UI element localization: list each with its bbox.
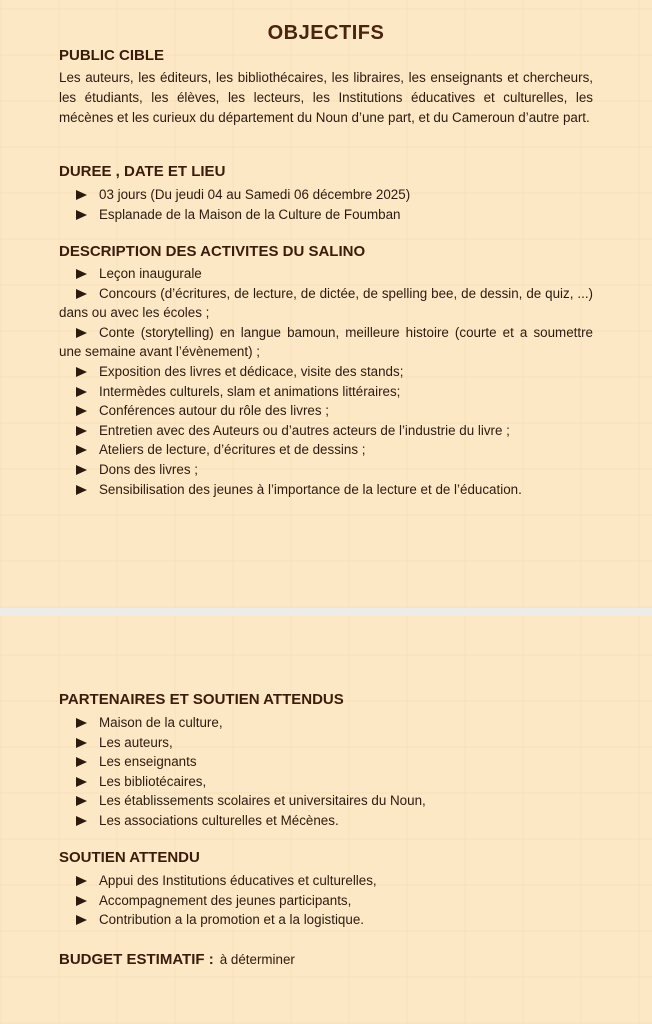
list-item	[59, 323, 593, 362]
soutien-list	[59, 871, 593, 930]
list-item	[59, 421, 593, 441]
list-item	[59, 772, 593, 792]
list-item-text: Les associations culturelles et Mécènes.	[99, 812, 339, 828]
arrow-bullet-icon	[76, 445, 87, 455]
heading-soutien: SOUTIEN ATTENDU	[59, 849, 200, 866]
list-item	[59, 733, 593, 753]
arrow-bullet-icon	[76, 367, 87, 377]
list-item-text: Exposition des livres et dédicace, visite des stands;	[99, 363, 404, 379]
arrow-bullet-icon	[76, 328, 87, 338]
list-item	[59, 185, 593, 205]
list-item	[59, 871, 593, 891]
arrow-bullet-icon	[76, 190, 87, 200]
list-item	[59, 910, 593, 930]
list-item	[59, 460, 593, 480]
budget-line	[59, 951, 295, 968]
list-item	[59, 264, 593, 284]
heading-public-cible: PUBLIC CIBLE	[59, 47, 164, 64]
list-item	[59, 480, 593, 500]
arrow-bullet-icon	[76, 269, 87, 279]
arrow-bullet-icon	[76, 738, 87, 748]
budget-value: à déterminer	[219, 952, 295, 967]
list-item-text: Conte (storytelling) en langue bamoun, meilleure histoire (courte et a soumettre une semaine avant l’évènement) ;	[59, 324, 593, 360]
list-item	[59, 752, 593, 772]
list-item-text: Contribution a la promotion et a la logistique.	[99, 912, 364, 928]
description-list	[59, 264, 593, 499]
partenaires-list	[59, 713, 593, 831]
heading-duree: DUREE , DATE ET LIEU	[59, 163, 226, 180]
list-item-text: 03 jours (Du jeudi 04 au Samedi 06 décembre 2025)	[99, 187, 411, 202]
arrow-bullet-icon	[76, 896, 87, 906]
list-item	[59, 284, 593, 323]
arrow-bullet-icon	[76, 387, 87, 397]
list-item-text: Sensibilisation des jeunes à l’importance de la lecture et de l’éducation.	[99, 481, 522, 497]
arrow-bullet-icon	[76, 485, 87, 495]
list-item-text: Les bibliotécaires,	[99, 773, 207, 789]
list-item	[59, 713, 593, 733]
list-item	[59, 382, 593, 402]
list-item-text: Concours (d’écritures, de lecture, de dictée, de spelling bee, de dessin, de quiz, ...) dans ou avec les écoles ;	[59, 285, 593, 321]
list-item-text: Les établissements scolaires et universitaires du Noun,	[99, 793, 426, 809]
list-item-text: Les enseignants	[99, 754, 197, 770]
list-item	[59, 891, 593, 911]
list-item-text: Accompagnement des jeunes participants,	[99, 892, 352, 908]
arrow-bullet-icon	[76, 210, 87, 220]
list-item	[59, 362, 593, 382]
arrow-bullet-icon	[76, 426, 87, 436]
arrow-bullet-icon	[76, 465, 87, 475]
list-item-text: Intermèdes culturels, slam et animations littéraires;	[99, 383, 401, 399]
arrow-bullet-icon	[76, 718, 87, 728]
list-item-text: Les auteurs,	[99, 734, 173, 750]
arrow-bullet-icon	[76, 289, 87, 299]
arrow-bullet-icon	[76, 816, 87, 826]
list-item-text: Conférences autour du rôle des livres ;	[99, 403, 329, 419]
arrow-bullet-icon	[76, 757, 87, 767]
list-item-text: Entretien avec des Auteurs ou d’autres acteurs de l’industrie du livre ;	[99, 422, 510, 438]
list-item	[59, 440, 593, 460]
arrow-bullet-icon	[76, 876, 87, 886]
page-separator	[0, 608, 652, 616]
heading-partenaires: PARTENAIRES ET SOUTIEN ATTENDUS	[59, 691, 344, 708]
heading-description: DESCRIPTION DES ACTIVITES DU SALINO	[59, 243, 366, 260]
arrow-bullet-icon	[76, 915, 87, 925]
public-cible-text: Les auteurs, les éditeurs, les bibliothécaires, les libraires, les enseignants et chercheurs, les étudiants, les élèves, les lecteurs, les Institutions éducatives et culturelles, les mécènes et les curieux du département du Noun d’une part, et du Cameroun d’autre part.	[59, 70, 593, 125]
budget-label: BUDGET ESTIMATIF :	[59, 951, 214, 968]
list-item-text: Ateliers de lecture, d’écritures et de dessins ;	[99, 442, 366, 458]
page-title: OBJECTIFS	[267, 22, 385, 44]
list-item-text: Esplanade de la Maison de la Culture de Foumban	[99, 206, 401, 222]
list-item-text: Maison de la culture,	[99, 715, 223, 730]
list-item	[59, 791, 593, 811]
list-item-text: Leçon inaugurale	[99, 266, 202, 281]
arrow-bullet-icon	[76, 777, 87, 787]
arrow-bullet-icon	[76, 406, 87, 416]
arrow-bullet-icon	[76, 796, 87, 806]
list-item-text: Dons des livres ;	[99, 461, 198, 477]
duree-list	[59, 185, 593, 224]
list-item	[59, 401, 593, 421]
list-item	[59, 811, 593, 831]
list-item	[59, 205, 593, 225]
list-item-text: Appui des Institutions éducatives et culturelles,	[99, 873, 377, 888]
